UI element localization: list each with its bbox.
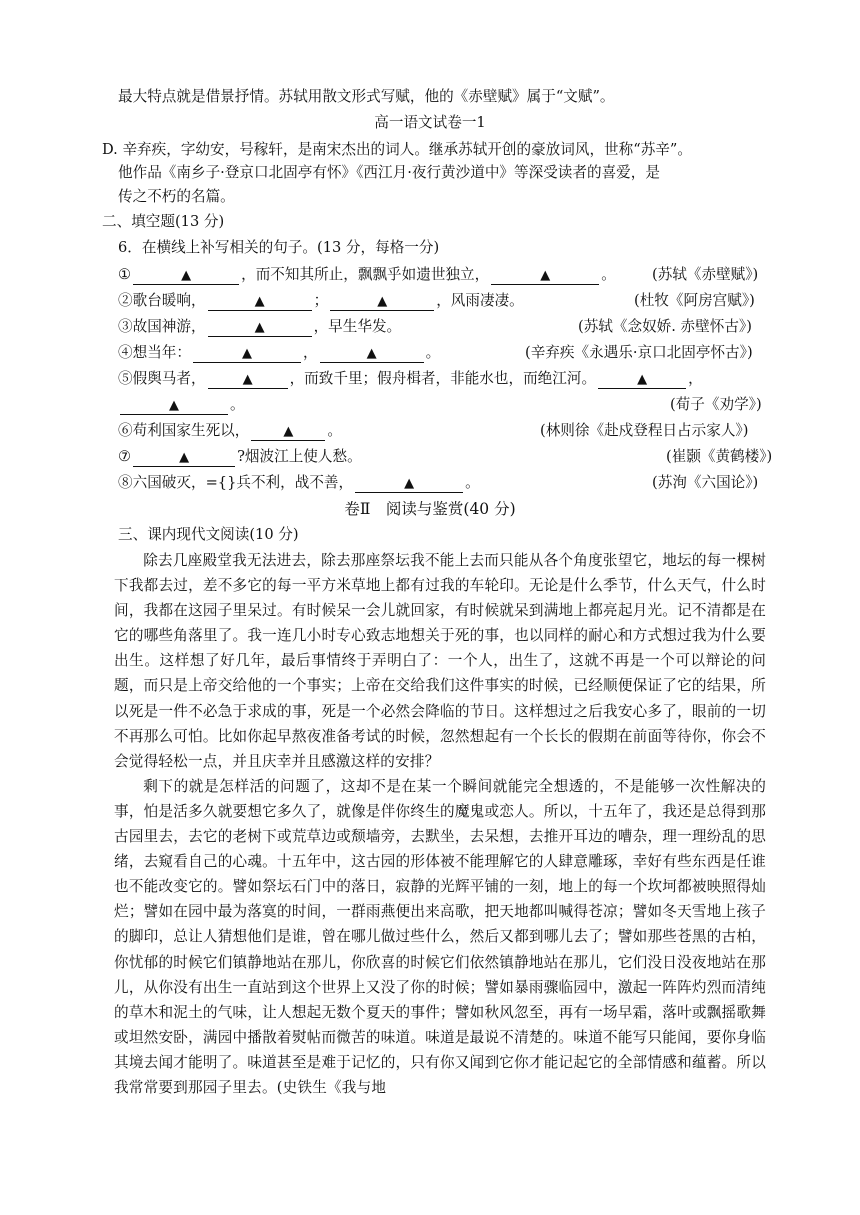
running-header: 高一语文试卷一1	[374, 114, 486, 131]
blank-4a[interactable]	[193, 344, 301, 363]
fill-item-5	[118, 367, 703, 391]
triangle-marker-icon: ▲	[540, 268, 551, 283]
option-d-line-1: D. 辛弃疾，字幼安，号稼轩，是南宋杰出的词人。继承苏轼开创的豪放词风，世称“苏辛”。	[102, 141, 692, 158]
section-3-title: 三、课内现代文阅读(10 分)	[118, 526, 299, 543]
blank-5a[interactable]	[208, 370, 288, 389]
item-8-prefix: ⑧六国破灭，={}兵不利，战不善，	[118, 474, 354, 491]
triangle-marker-icon: ▲	[169, 398, 179, 413]
item-4-prefix: ④想当年：	[118, 344, 191, 361]
item-3-prefix: ③故国神游，	[118, 318, 206, 335]
blank-7a[interactable]	[133, 448, 235, 467]
source-8: (苏洵《六国论》)	[652, 474, 759, 491]
blank-8a[interactable]	[355, 474, 463, 493]
intro-line-1: 最大特点就是借景抒情。苏轼用散文形式写赋，他的《赤壁赋》属于“文赋”。	[118, 88, 615, 105]
item-5-end: 。	[230, 396, 245, 413]
volume-2-title: 卷Ⅱ 阅读与鉴赏(40 分)	[344, 500, 516, 518]
option-d-line-2: 他作品《南乡子·登京口北固亭有怀》《西江月·夜行黄沙道中》等深受读者的喜爱，是	[118, 164, 660, 181]
fill-item-2	[118, 289, 524, 313]
reading-passage	[114, 548, 766, 1100]
triangle-marker-icon: ▲	[377, 294, 388, 309]
source-7: (崔颢《黄鹤楼》)	[666, 448, 773, 465]
blank-5c[interactable]	[120, 396, 228, 415]
question-6: 6．在横线上补写相关的句子。(13 分，每格一分)	[118, 239, 440, 256]
item-1-end: 。	[601, 266, 616, 283]
section-2-title: 二、填空题(13 分)	[102, 213, 225, 230]
triangle-marker-icon: ▲	[242, 372, 253, 387]
triangle-marker-icon: ▲	[254, 294, 265, 309]
blank-1b[interactable]	[491, 266, 599, 285]
item-4-sep: ，	[302, 344, 318, 361]
item-2-end: ，风雨凄凄。	[436, 292, 524, 309]
item-5-prefix: ⑤假舆马者，	[118, 370, 206, 387]
passage-paragraph-2: 剩下的就是怎样活的问题了，这却不是在某一个瞬间就能完全想透的，不是能够一次性解决的事，怕是活多久就要想它多久了，就像是伴你终生的魔鬼或恋人。所以，十五年了，我还是总得到那古园里去，去它的老树下或荒草边或颓墙旁，去默坐，去呆想，去推开耳边的嘈杂，理一理纷乱的思绪，去窥看自己的心魂。十五年中，这古园的形体被不能理解它的人肆意雕琢，幸好有些东西是任谁也不能改变它的。譬如祭坛石门中的落日，寂静的光辉平铺的一刻，地上的每一个坎坷都被映照得灿烂；譬如在园中最为落寞的时间，一群雨燕便出来高歌，把天地都叫喊得苍凉；譬如冬天雪地上孩子的脚印，总让人猜想他们是谁，曾在哪儿做过些什么，然后又都到哪儿去了；譬如那些苍黑的古柏，你忧郁的时候它们镇静地站在那儿，你欣喜的时候它们依然镇静地站在那儿，它们没日没夜地站在那儿，从你没有出生一直站到这个世界上又没了你的时候；譬如暴雨骤临园中，激起一阵阵灼烈而清纯的草木和泥土的气味，让人想起无数个夏天的事件；譬如秋风忽至，再有一场早霜，落叶或飘摇歌舞或坦然安卧，满园中播散着熨帖而微苦的味道。味道是最说不清楚的。味道不能写只能闻，要你身临其境去闻才能明了。味道甚至是难于记忆的，只有你又闻到它你才能记起它的全部情感和蕴蓄。所以我常常要到那园子里去。(史铁生《我与地	[114, 777, 766, 1096]
triangle-marker-icon: ▲	[637, 372, 648, 387]
triangle-marker-icon: ▲	[404, 476, 415, 491]
source-6: (林则徐《赴戍登程日占示家人》)	[540, 422, 749, 439]
fill-item-7	[118, 445, 362, 469]
item-7-prefix: ⑦	[118, 448, 132, 465]
item-1-prefix: ①	[118, 266, 132, 283]
fill-item-4	[118, 341, 440, 365]
triangle-marker-icon: ▲	[254, 320, 265, 335]
blank-2a[interactable]	[208, 292, 312, 311]
blank-6a[interactable]	[251, 422, 325, 441]
item-1-text: ，而不知其所止，飘飘乎如遗世独立，	[241, 266, 490, 283]
item-6-prefix: ⑥苟利国家生死以，	[118, 422, 250, 439]
option-d-line-3: 传之不朽的名篇。	[118, 188, 235, 205]
blank-2b[interactable]	[330, 292, 434, 311]
item-4-end: 。	[425, 344, 441, 361]
item-5-sep: ，	[688, 370, 703, 387]
item-3-end: ，早生华发。	[313, 318, 402, 335]
triangle-marker-icon: ▲	[283, 424, 294, 439]
item-5-mid: ，而致千里；假舟楫者，非能水也，而绝江河。	[289, 370, 597, 387]
triangle-marker-icon: ▲	[366, 346, 377, 361]
blank-5b[interactable]	[598, 370, 686, 389]
triangle-marker-icon: ▲	[179, 450, 190, 465]
item-2-prefix: ②歌台暖响，	[118, 292, 206, 309]
source-5: (荀子《劝学》)	[670, 396, 762, 413]
triangle-marker-icon: ▲	[241, 346, 252, 361]
blank-3a[interactable]	[208, 318, 312, 337]
source-3: (苏轼《念奴娇. 赤壁怀古》)	[578, 318, 752, 335]
source-2: (杜牧《阿房宫赋》)	[634, 292, 755, 309]
blank-1a[interactable]	[133, 266, 239, 285]
fill-item-8	[118, 471, 480, 495]
fill-item-5-cont	[118, 393, 245, 417]
fill-item-3	[118, 315, 401, 339]
source-4: (辛弃疾《永遇乐·京口北固亭怀古》)	[525, 344, 753, 361]
item-6-end: 。	[327, 422, 342, 439]
triangle-marker-icon: ▲	[181, 268, 192, 283]
item-2-sep: ；	[313, 292, 329, 309]
passage-paragraph-1: 除去几座殿堂我无法进去，除去那座祭坛我不能上去而只能从各个角度张望它，地坛的每一棵树下我都去过，差不多它的每一平方米草地上都有过我的车轮印。无论是什么季节，什么天气，什么时间，我都在这园子里呆过。有时候呆一会儿就回家，有时候就呆到满地上都亮起月光。记不清都是在它的哪些角落里了。我一连几小时专心致志地想关于死的事，也以同样的耐心和方式想过我为什么要出生。这样想了好几年，最后事情终于弄明白了：一个人，出生了，这就不再是一个可以辩论的问题，而只是上帝交给他的一个事实；上帝在交给我们这件事实的时候，已经顺便保证了它的结果，所以死是一件不必急于求成的事，死是一个必然会降临的节日。这样想过之后我安心多了，眼前的一切不再那么可怕。比如你起早熬夜准备考试的时候，忽然想起有一个长长的假期在前面等待你，你会不会觉得轻松一点，并且庆幸并且感激这样的安排？	[114, 552, 766, 770]
blank-4b[interactable]	[320, 344, 424, 363]
source-1: (苏轼《赤壁赋》)	[652, 266, 759, 283]
fill-item-1	[118, 263, 616, 287]
fill-item-6	[118, 419, 342, 443]
item-8-end: 。	[465, 474, 480, 491]
item-7-end: ?烟波江上使人愁。	[237, 448, 362, 465]
